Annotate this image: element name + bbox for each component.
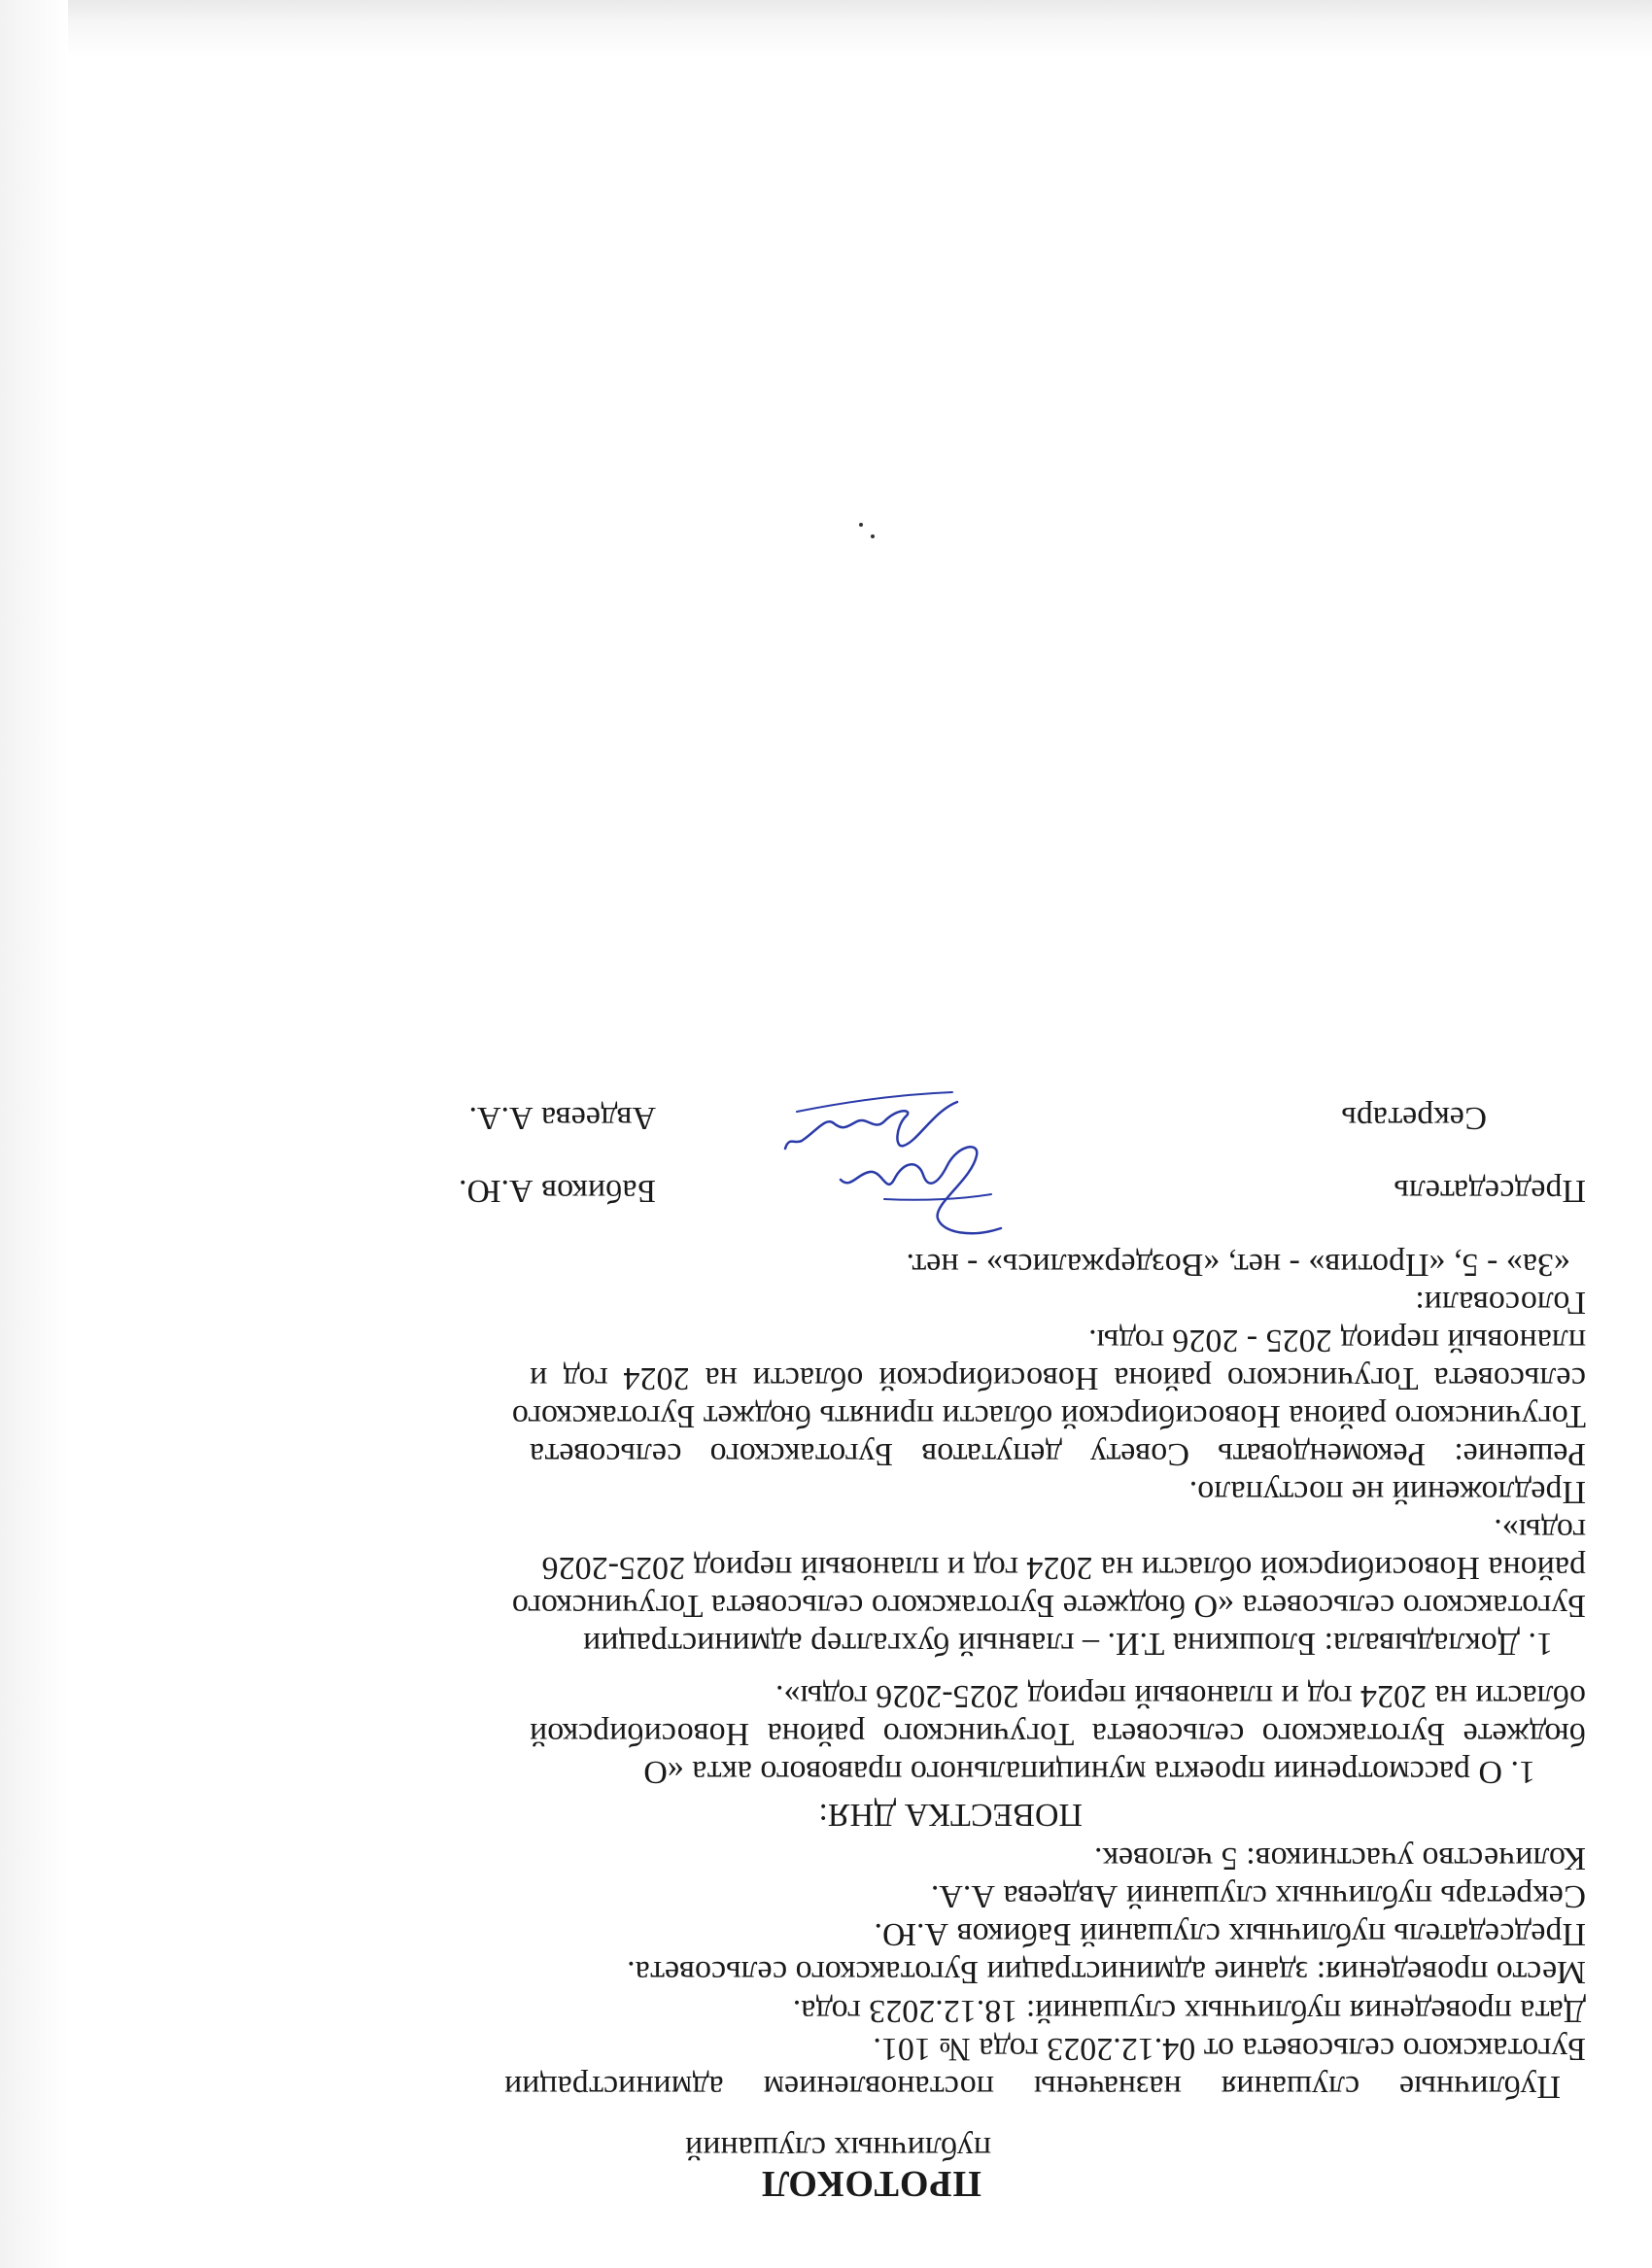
word: Буготакского — [1261, 1716, 1446, 1752]
agenda-line-2 — [530, 1715, 1586, 1752]
intro-line-7: Количество участников: 5 человек. — [1094, 1840, 1586, 1876]
word: бюджете — [1463, 1716, 1586, 1752]
word: Решение: — [1454, 1436, 1586, 1472]
word: назначены — [1033, 2069, 1182, 2105]
word: на — [705, 1360, 738, 1396]
intro-line-2: Буготакского сельсовета от 04.12.2023 года № 101. — [873, 2031, 1586, 2067]
document-upside-down — [68, 56, 1652, 2268]
word: района — [1114, 1360, 1212, 1396]
report-line-1: 1. Докладывала: Блошкина Т.И. – главный бухгалтер администрации — [583, 1626, 1553, 1662]
intro-line-3: Дата проведения публичных слушаний: 18.12.2023 года. — [792, 1993, 1586, 2029]
report-line-3: района Новосибирской области на 2024 год и плановый период 2025-2026 — [541, 1550, 1586, 1586]
document-subtitle: публичных слушаний — [685, 2130, 991, 2166]
word: депутатов — [921, 1436, 1062, 1472]
scanned-page — [68, 56, 1652, 2268]
word: Рекомендовать — [1218, 1436, 1427, 1472]
intro-line-5: Председатель публичных слушаний Бабиков А.Ю. — [874, 1916, 1586, 1952]
word: Совету — [1089, 1436, 1189, 1472]
agenda-heading: ПОВЕСТКА ДНЯ: — [818, 1797, 1083, 1833]
word: сельсовета — [1091, 1716, 1245, 1752]
decision-line-3 — [530, 1359, 1586, 1396]
word: постановлением — [763, 2069, 994, 2105]
word: слушания — [1221, 2069, 1360, 2105]
report-line-2: Буготакского сельсовета «О бюджете Буготакского сельсовета Тогучинского — [511, 1588, 1586, 1624]
voting-result: «За» - 5, «Против» - нет, «Воздержались» - нет. — [906, 1247, 1570, 1283]
intro-line-1 — [504, 2068, 1561, 2105]
document-title: ПРОТОКОЛ — [760, 2163, 981, 2204]
report-line-5: Предложений не поступало. — [1188, 1474, 1586, 1510]
agenda-line-3: области на 2024 год и плановый период 2025-2026 годы». — [775, 1678, 1586, 1714]
document-content — [68, 56, 1652, 2268]
word: Тогучинского — [882, 1716, 1075, 1752]
word: района — [767, 1716, 866, 1752]
word: 2024 — [623, 1360, 690, 1396]
word: и — [530, 1360, 548, 1396]
agenda-line-1: 1. О рассмотрении проекта муниципального правового акта «О — [643, 1754, 1535, 1790]
scan-edge-left — [0, 0, 68, 2268]
intro-line-4: Место проведения: здание администрации Буготакского сельсовета. — [627, 1954, 1586, 1990]
chairman-name: Бабиков А.Ю. — [459, 1173, 656, 1209]
word: Новосибирской — [530, 1716, 750, 1752]
word: Тогучинского — [1226, 1360, 1419, 1396]
decision-line-1 — [530, 1435, 1586, 1472]
decision-line-2: Тогучинского района Новосибирской области принять бюджет Буготакского — [511, 1398, 1586, 1434]
chairman-role: Председатель — [1394, 1173, 1586, 1209]
word: Новосибирской — [878, 1360, 1099, 1396]
scan-edge-top — [0, 0, 1652, 56]
decision-line-4: плановый период 2025 - 2026 годы. — [1088, 1323, 1586, 1358]
word: сельсовета — [530, 1436, 682, 1472]
secretary-role: Секретарь — [1341, 1100, 1487, 1136]
word: администрации — [504, 2069, 724, 2105]
word: области — [752, 1360, 864, 1396]
report-line-4: годы». — [1494, 1512, 1586, 1548]
secretary-signature — [777, 1073, 972, 1170]
intro-line-6: Секретарь публичных слушаний Авдеева А.А. — [930, 1878, 1586, 1914]
scan-speck — [871, 534, 875, 538]
voting-label: Голосовали: — [1415, 1285, 1586, 1321]
secretary-name: Авдеева А.А. — [468, 1100, 656, 1136]
scan-speck — [859, 523, 863, 527]
word: Публичные — [1399, 2069, 1561, 2105]
word: год — [563, 1360, 608, 1396]
word: Буготакского — [709, 1436, 894, 1472]
word: сельсовета — [1433, 1360, 1586, 1396]
